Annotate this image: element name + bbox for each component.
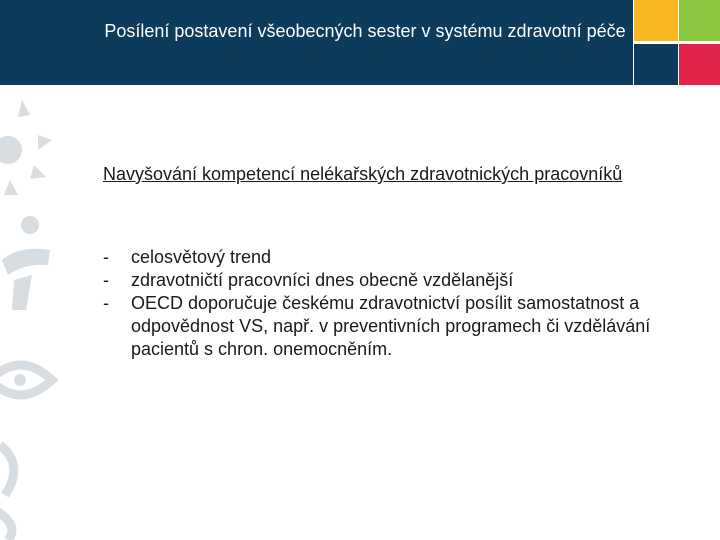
corner-square-yellow [634, 0, 678, 41]
section-heading: Navyšování kompetencí nelékařských zdravotnických pracovníků [103, 164, 623, 184]
title-bar [0, 0, 633, 85]
decorative-eye-icon [0, 365, 52, 540]
list-item [103, 246, 663, 269]
bullet-marker: - [103, 270, 109, 290]
decorative-graphics [0, 95, 60, 540]
list-item [103, 269, 663, 292]
corner-square-green [679, 0, 720, 41]
list-item-text: OECD doporučuje českému zdravotnictví posílit samostatnost a odpovědnost VS, např. v preventivních programech či vzdělávání pacientů s chron. onemocněním. [131, 293, 651, 359]
slide-title: Posílení postavení všeobecných sester v systému zdravotní péče [104, 21, 626, 41]
decorative-sun-icon [0, 100, 52, 195]
decorative-figure-icon [2, 216, 50, 310]
bullet-marker: - [103, 293, 109, 313]
list-item-text: zdravotničtí pracovníci dnes obecně vzdělanější [131, 270, 514, 290]
list-item [103, 292, 663, 361]
corner-square-red [679, 44, 720, 85]
list-item-text: celosvětový trend [131, 247, 272, 267]
bullet-list [103, 246, 663, 361]
bullet-marker: - [103, 247, 109, 267]
corner-square-navy [634, 44, 678, 85]
